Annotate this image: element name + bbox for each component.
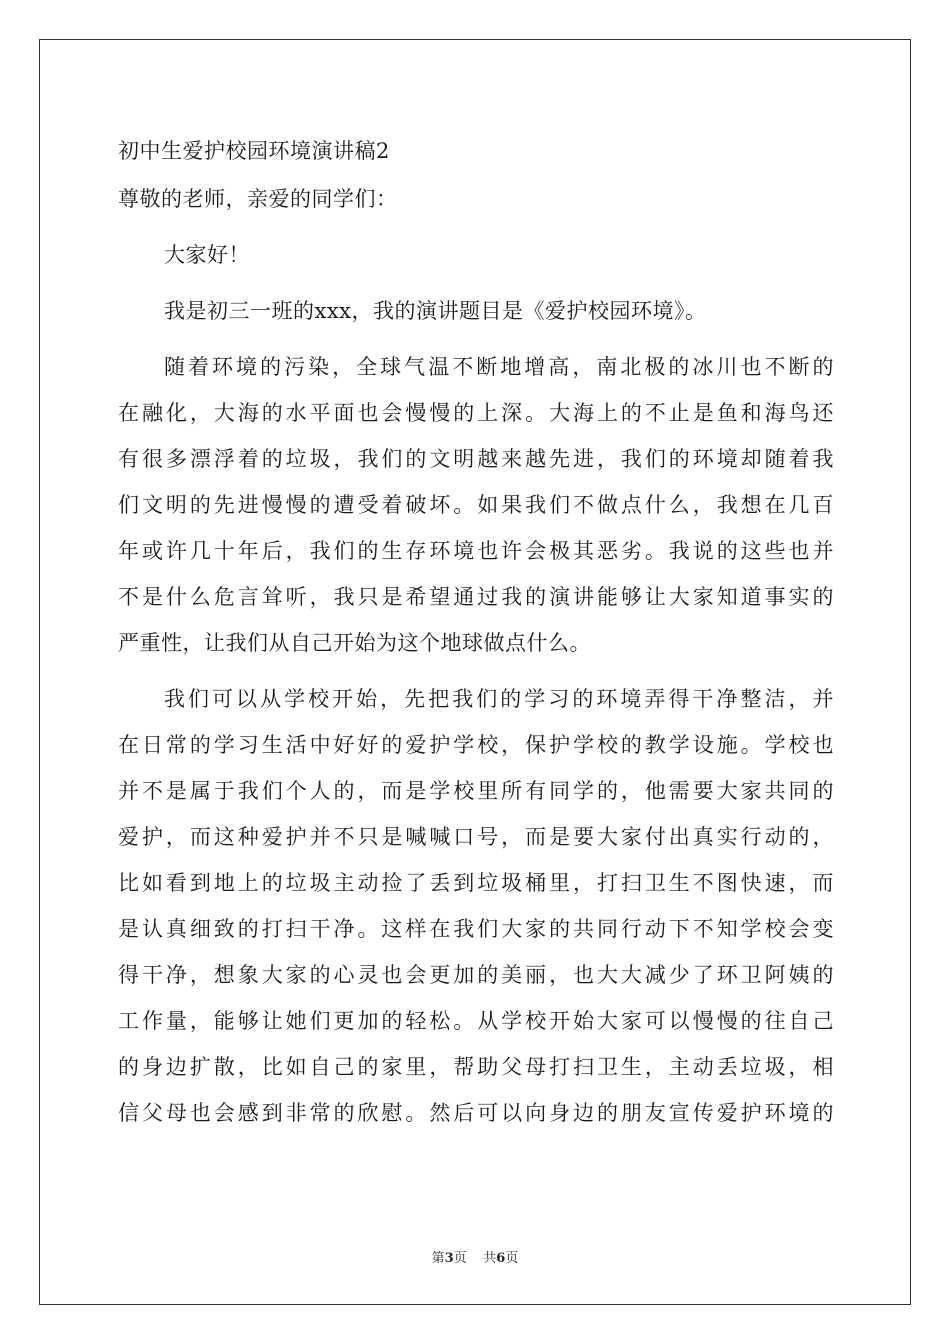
total-suffix: 页 bbox=[505, 1251, 519, 1266]
page-number: 3 bbox=[444, 1251, 454, 1266]
paragraph-line: 年或许几十年后，我们的生存环境也许会极其恶劣。我说的这些也并 bbox=[118, 539, 834, 563]
page-prefix: 第 bbox=[431, 1251, 445, 1266]
paragraph-line: 在日常的学习生活中好好的爱护学校，保护学校的教学设施。学校也 bbox=[118, 733, 834, 757]
intro-line: 我是初三一班的xxx，我的演讲题目是《爱护校园环境》。 bbox=[164, 299, 707, 323]
greeting: 大家好！ bbox=[164, 243, 250, 267]
paragraph-line: 的身边扩散，比如自己的家里，帮助父母打扫卫生，主动丢垃圾，相 bbox=[118, 1055, 834, 1079]
page-suffix: 页 bbox=[453, 1251, 467, 1266]
paragraph-line: 不是什么危言耸听，我只是希望通过我的演讲能够让大家知道事实的 bbox=[118, 585, 834, 609]
paragraph-line: 比如看到地上的垃圾主动捡了丢到垃圾桶里，打扫卫生不图快速，而 bbox=[118, 871, 834, 895]
paragraph-1 bbox=[118, 344, 834, 666]
paragraph-line: 随着环境的污染，全球气温不断地增高，南北极的冰川也不断的 bbox=[164, 355, 834, 379]
total-pages: 6 bbox=[496, 1251, 506, 1266]
page-footer bbox=[0, 1247, 950, 1266]
paragraph-line: 得干净，想象大家的心灵也会更加的美丽，也大大减少了环卫阿姨的 bbox=[118, 963, 834, 987]
paragraph-line: 信父母也会感到非常的欣慰。然后可以向身边的朋友宣传爱护环境的 bbox=[118, 1101, 834, 1125]
paragraph-line: 在融化，大海的水平面也会慢慢的上深。大海上的不止是鱼和海鸟还 bbox=[118, 401, 834, 425]
document-title: 初中生爱护校园环境演讲稿2 bbox=[118, 139, 390, 163]
paragraph-2 bbox=[118, 676, 834, 1136]
salutation: 尊敬的老师，亲爱的同学们： bbox=[118, 187, 398, 211]
paragraph-line: 有很多漂浮着的垃圾，我们的文明越来越先进，我们的环境却随着我 bbox=[118, 447, 834, 471]
paragraph-line: 爱护，而这种爱护并不只是喊喊口号，而是要大家付出真实行动的， bbox=[118, 825, 834, 849]
paragraph-line: 工作量，能够让她们更加的轻松。从学校开始大家可以慢慢的往自己 bbox=[118, 1009, 834, 1033]
document-body bbox=[118, 128, 834, 1136]
paragraph-line: 并不是属于我们个人的，而是学校里所有同学的，他需要大家共同的 bbox=[118, 779, 834, 803]
total-prefix: 共 bbox=[483, 1251, 497, 1266]
paragraph-line: 我们可以从学校开始，先把我们的学习的环境弄得干净整洁，并 bbox=[164, 687, 834, 711]
paragraph-line: 严重性，让我们从自己开始为这个地球做点什么。 bbox=[118, 631, 591, 655]
paragraph-line: 们文明的先进慢慢的遭受着破坏。如果我们不做点什么，我想在几百 bbox=[118, 493, 834, 517]
paragraph-line: 是认真细致的打扫干净。这样在我们大家的共同行动下不知学校会变 bbox=[118, 917, 834, 941]
